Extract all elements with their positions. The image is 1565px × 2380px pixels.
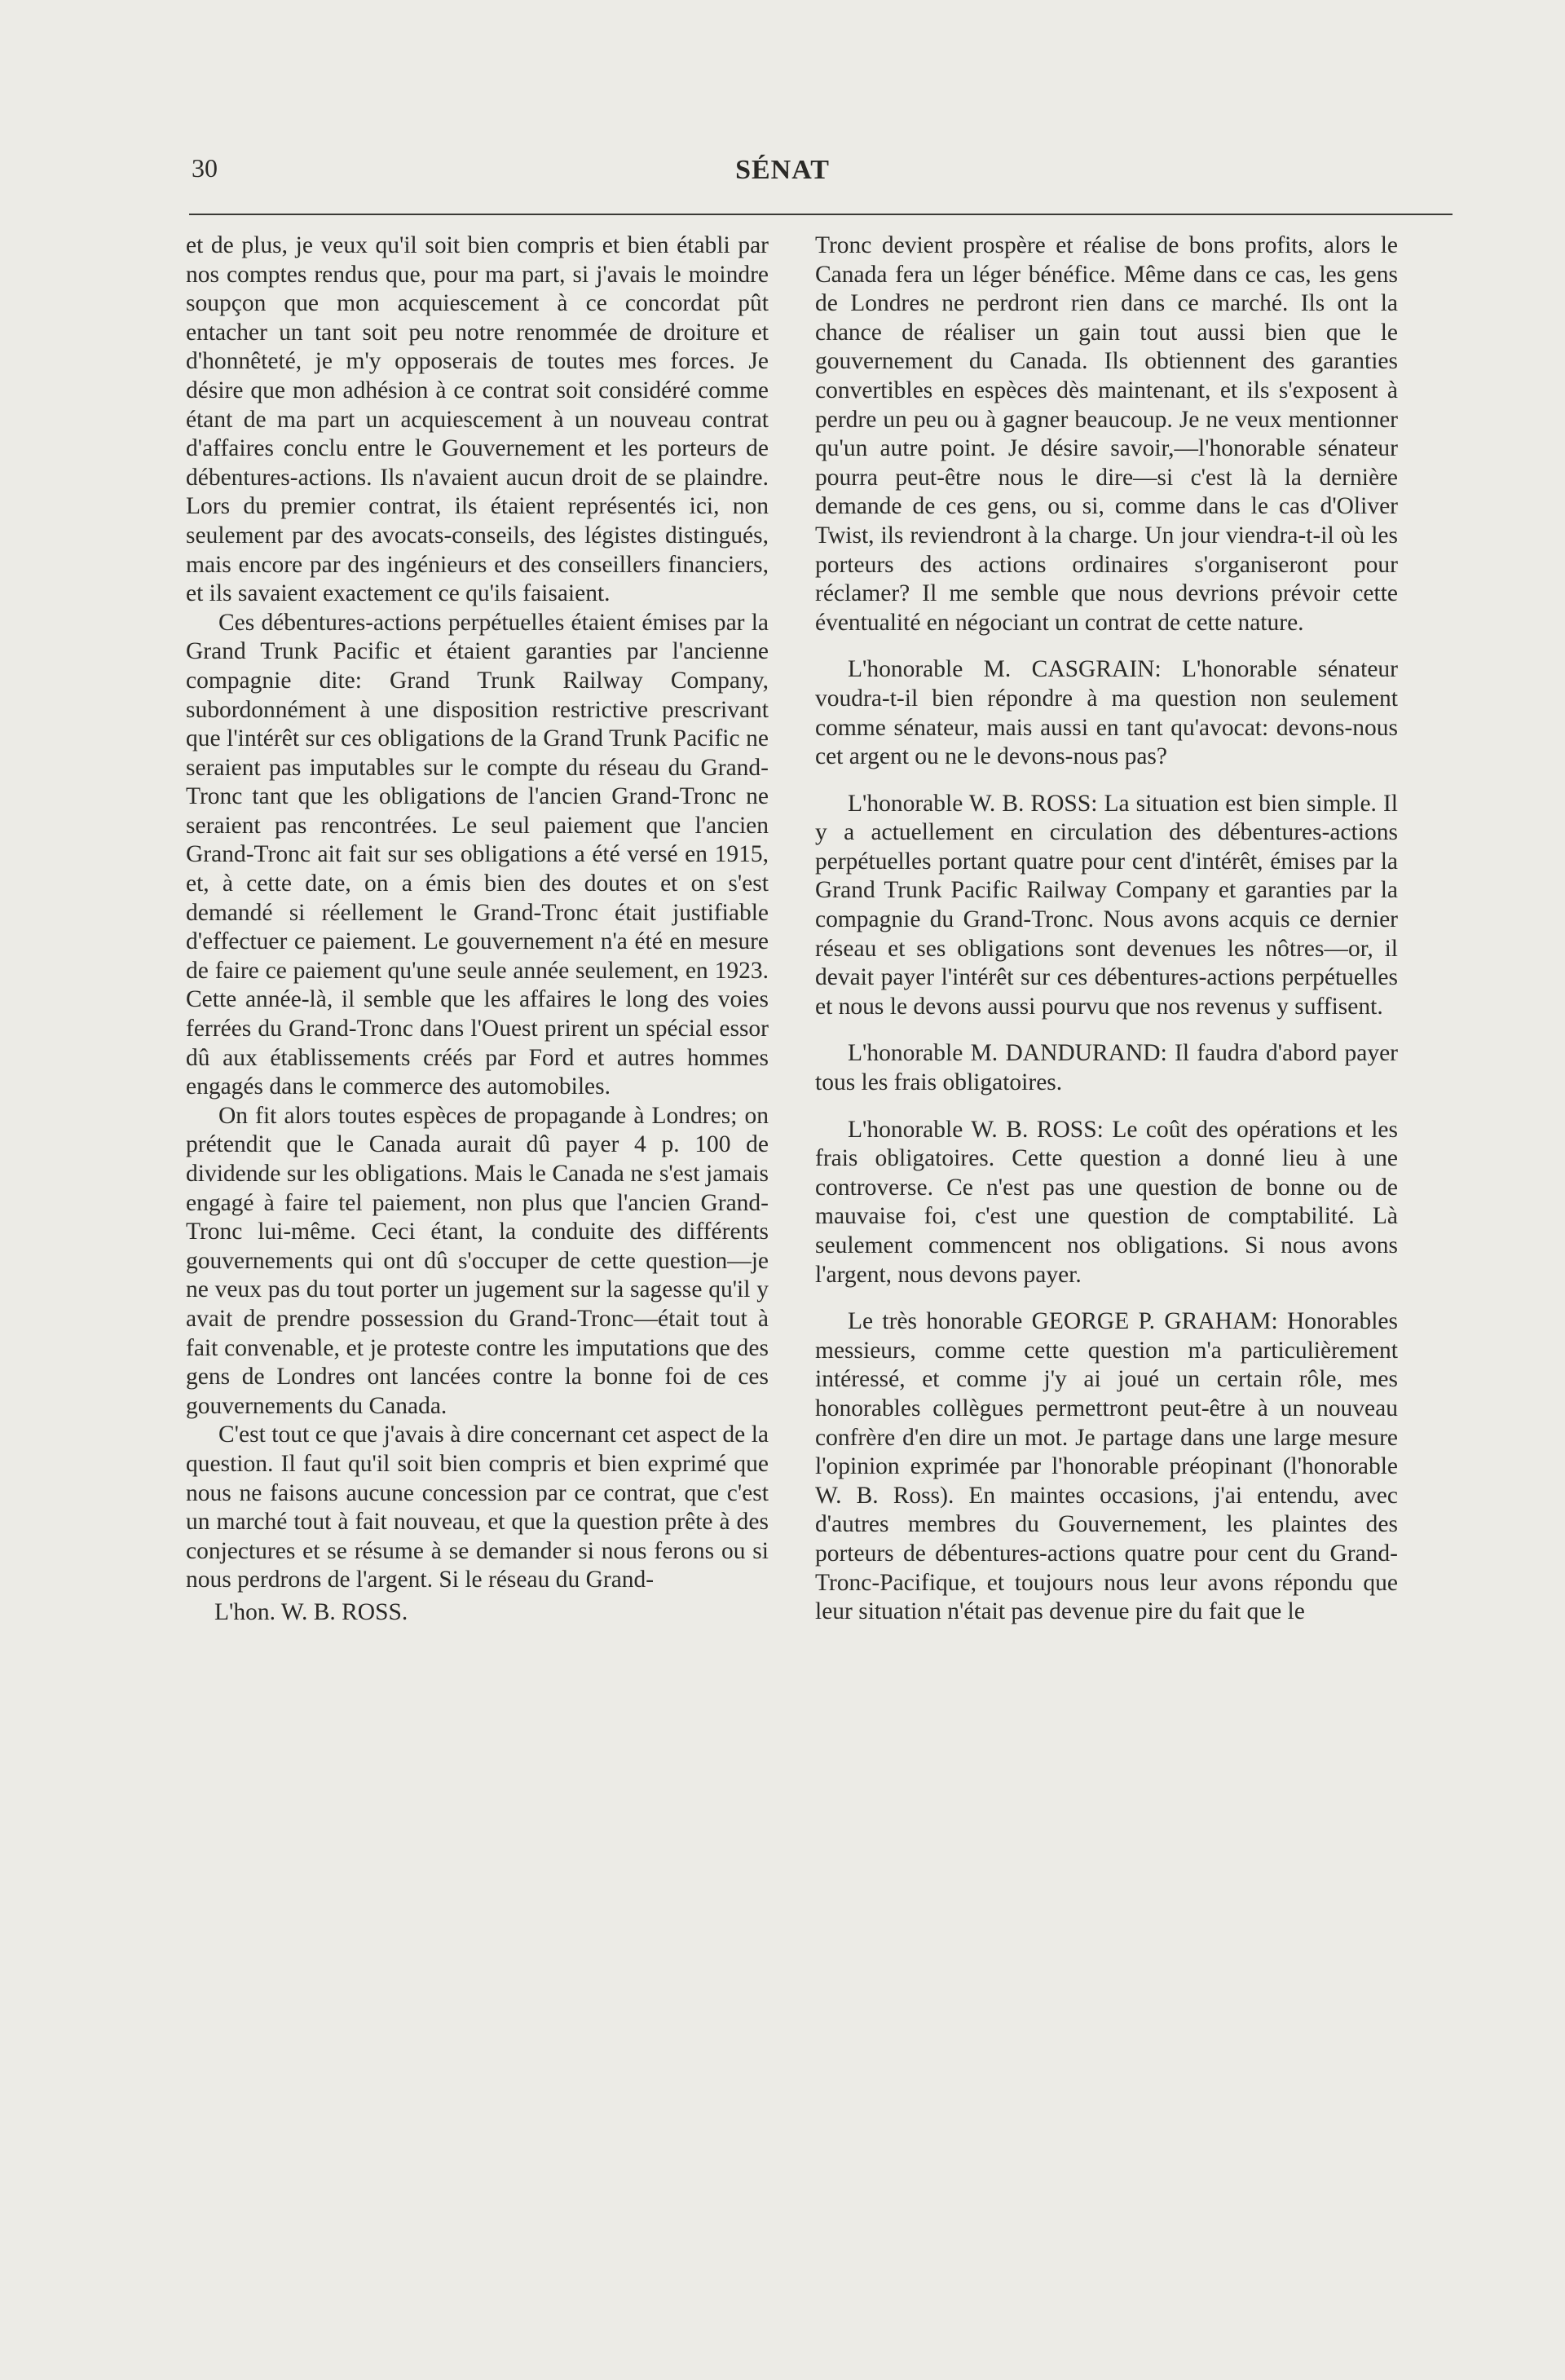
right-column bbox=[815, 231, 1398, 1627]
paragraph: L'honorable W. B. ROSS: La situation est bien simple. Il y a actuellement en circulation des débentures-actions perpétuelles portant quatre pour cent d'intérêt, émises par la Grand Trunk Pacific Railway Company et garanties par la compagnie du Grand-Tronc. Nous avons acquis ce dernier réseau et ses obligations sont devenues les nôtres—or, il devait payer l'intérêt sur ces débentures-actions perpétuelles et nous le devons aussi pourvu que nos revenus y suffisent. bbox=[815, 790, 1398, 1020]
paragraph: On fit alors toutes espèces de propagande à Londres; on prétendit que le Canada aurait dû payer 4 p. 100 de dividende sur les obligations. Mais le Canada ne s'est jamais engagé à faire tel paiement, non plus que l'ancien Grand-Tronc lui-même. Ceci étant, la conduite des différents gouvernements qui ont dû s'occuper de cette question—je ne veux pas du tout porter un jugement sur la sagesse qu'il y avait de prendre possession du Grand-Tronc—était tout à fait convenable, et je proteste contre les imputations que des gens de Londres ont lancées contre la bonne foi de ces gouvernements du Canada. bbox=[186, 1102, 769, 1419]
running-head: SÉNAT bbox=[735, 155, 830, 185]
paragraph: et de plus, je veux qu'il soit bien compris et bien établi par nos comptes rendus que, pour ma part, si j'avais le moindre soupçon que mon acquiescement à ce concordat pût entacher un tant soit peu notre renommée de droiture et d'honnêteté, je m'y opposerais de toutes mes forces. Je désire que mon adhésion à ce contrat soit considéré comme étant de ma part un acquiescement à un nouveau contrat d'affaires conclu entre le Gouvernement et les porteurs de débentures-actions. Ils n'avaient aucun droit de se plaindre. Lors du premier contrat, ils étaient représentés ici, non seulement par des avocats-conseils, des légistes distingués, mais encore par des ingénieurs et des conseillers financiers, et ils savaient exactement ce qu'ils faisaient. bbox=[186, 232, 769, 607]
speaker-signature: L'hon. W. B. ROSS. bbox=[214, 1598, 408, 1625]
paragraph: Tronc devient prospère et réalise de bons profits, alors le Canada fera un léger bénéfice. Même dans ce cas, les gens de Londres ne perdront rien dans ce marché. Ils ont la chance de réaliser un gain tout aussi bien que le gouvernement du Canada. Ils obtiennent des garanties convertibles en espèces dès maintenant, et ils s'exposent à perdre un peu ou à gagner beaucoup. Je ne veux mentionner qu'un autre point. Je désire savoir,—l'honorable sénateur pourra peut-être nous le dire—si c'est là la dernière demande de ces gens, ou si, comme dans le cas d'Oliver Twist, ils reviendront à la charge. Un jour viendra-t-il où les porteurs des actions ordinaires s'organiseront pour réclamer? Il me semble que nous devrions prévoir cette éventualité en négociant un contrat de cette nature. bbox=[815, 232, 1398, 636]
paragraph: L'honorable W. B. ROSS: Le coût des opérations et les frais obligatoires. Cette question a donné lieu à une controverse. Ce n'est pas une question de bonne ou de mauvaise foi, c'est une question de comptabilité. Là seulement commencent nos obligations. Si nous avons l'argent, nous devons payer. bbox=[815, 1116, 1398, 1288]
paragraph: Le très honorable GEORGE P. GRAHAM: Honorables messieurs, comme cette question m'a particulièrement intéressé, et comme j'y ai joué un certain rôle, mes honorables collègues permettront peut-être à un nouveau confrère d'en dire un mot. Je partage dans une large mesure l'opinion exprimée par l'honorable préopinant (l'honorable W. B. Ross). En maintes occasions, j'ai entendu, avec d'autres membres du Gouvernement, les plaintes des porteurs de débentures-actions quatre pour cent du Grand-Tronc-Pacifique, et toujours nous leur avons répondu que leur situation n'était pas devenue pire du fait que le bbox=[815, 1308, 1398, 1625]
header-rule bbox=[189, 214, 1453, 215]
paragraph: C'est tout ce que j'avais à dire concernant cet aspect de la question. Il faut qu'il soit bien compris et bien exprimé que nous ne faisons aucune concession par ce contrat, que c'est un marché tout à fait nouveau, et que la question prête à des conjectures et se résume à se demander si nous ferons ou si nous perdrons de l'argent. Si le réseau du Grand- bbox=[186, 1421, 769, 1593]
paragraph: L'honorable M. DANDURAND: Il faudra d'abord payer tous les frais obligatoires. bbox=[815, 1040, 1398, 1096]
page-number: 30 bbox=[192, 153, 218, 183]
paragraph: L'honorable M. CASGRAIN: L'honorable sénateur voudra-t-il bien répondre à ma question non seulement comme sénateur, mais aussi en tant qu'avocat: devons-nous cet argent ou ne le devons-nous pas? bbox=[815, 656, 1398, 770]
left-column bbox=[186, 231, 769, 1628]
paragraph: Ces débentures-actions perpétuelles étaient émises par la Grand Trunk Pacific et étaient garanties par l'ancienne compagnie dite: Grand Trunk Railway Company, subordonnément à une disposition restrictive prescrivant que l'intérêt sur ces obligations de la Grand Trunk Pacific ne seraient pas imputables sur le compte du réseau du Grand-Tronc tant que les obligations de l'ancien Grand-Tronc ne seraient pas rencontrées. Le seul paiement que l'ancien Grand-Tronc ait fait sur ses obligations a été versé en 1915, et, à cette date, on a émis bien des doutes et on s'est demandé si réellement le Grand-Tronc était justifiable d'effectuer ce paiement. Le gouvernement n'a été en mesure de faire ce paiement qu'une seule année seulement, en 1923. Cette année-là, il semble que les affaires le long des voies ferrées du Grand-Tronc dans l'Ouest prirent un spécial essor dû aux établissements créés par Ford et autres hommes engagés dans le commerce des automobiles. bbox=[186, 609, 769, 1100]
